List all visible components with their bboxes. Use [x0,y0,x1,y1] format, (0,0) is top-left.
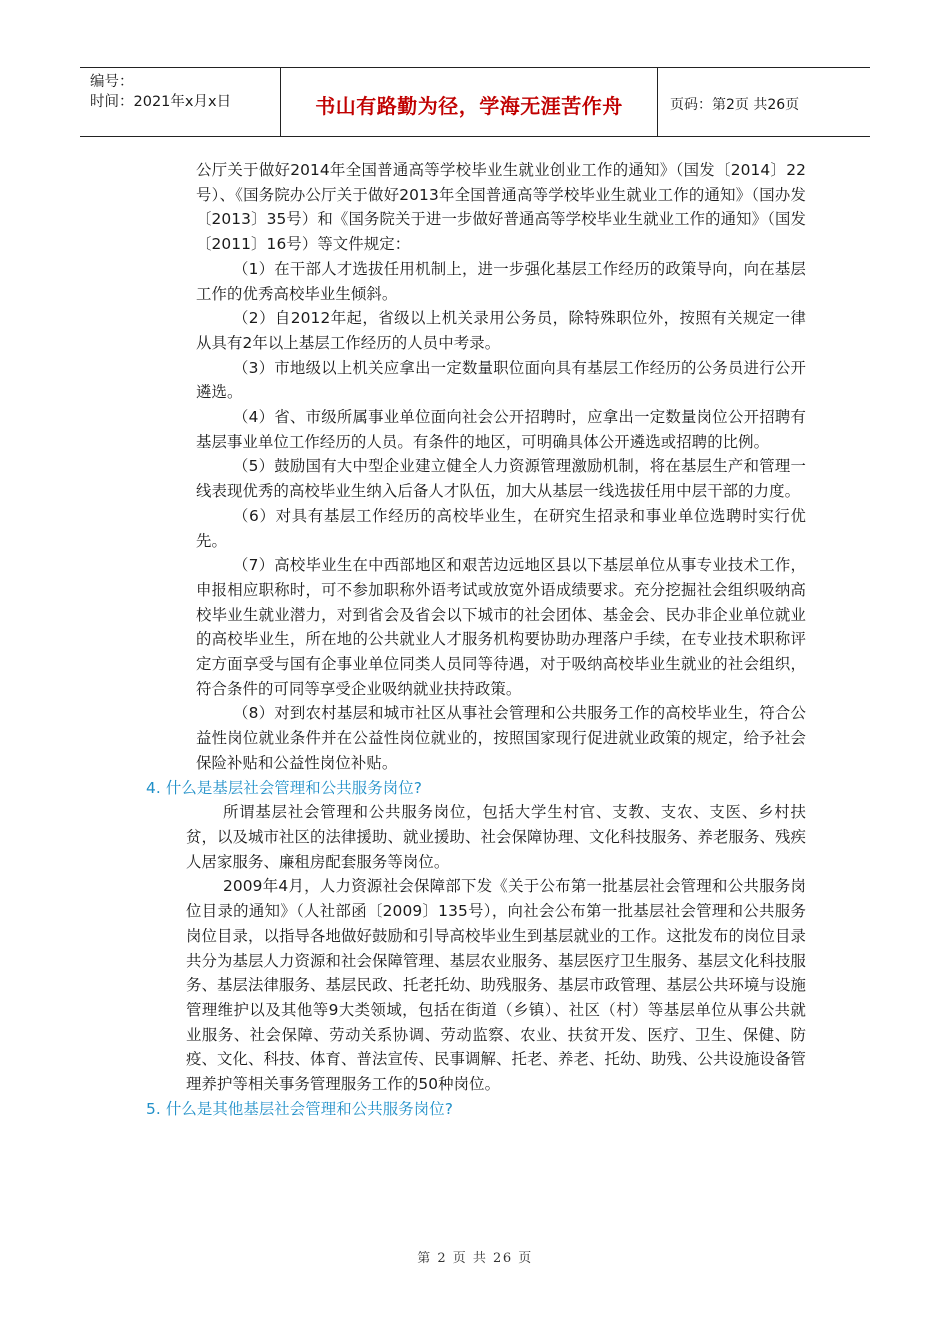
policy-item-5: （5）鼓励国有大中型企业建立健全人力资源管理激励机制，将在基层生产和管理一线表现优秀的高校毕业生纳入后备人才队伍，加大从基层一线选拔任用中层干部的力度。 [196,457,806,501]
section-4-heading: 4. 什么是基层社会管理和公共服务岗位? [146,778,422,797]
policy-item-4: （4）省、市级所属事业单位面向社会公开招聘时，应拿出一定数量岗位公开招聘有基层事业单位工作经历的人员。有条件的地区，可明确具体公开遴选或招聘的比例。 [196,408,806,451]
intro-paragraph: 公厅关于做好2014年全国普通高等学校毕业生就业创业工作的通知》（国发〔2014〕22号）、《国务院办公厅关于做好2013年全国普通高等学校毕业生就业工作的通知》（国办发〔2013〕35号）和《国务院关于进一步做好普通高等学校毕业生就业工作的通知》（国发〔2011〕16号）等文件规定： [196,161,806,254]
section-5-heading: 5. 什么是其他基层社会管理和公共服务岗位? [146,1099,453,1118]
document-code-label: 编号： [90,74,134,90]
policy-item-2: （2）自2012年起，省级以上机关录用公务员，除特殊职位外，按照有关规定一律从具有2年以上基层工作经历的人员中考录。 [196,309,806,352]
policy-item-7: （7）高校毕业生在中西部地区和艰苦边远地区县以下基层单位从事专业技术工作，申报相应职称时，可不参加职称外语考试或放宽外语成绩要求。充分挖掘社会组织吸纳高校毕业生就业潜力，对到省会及省会以下城市的社会团体、基金会、民办非企业单位就业的高校毕业生，所在地的公共就业人才服务机构要协助办理落户手续，在专业技术职称评定方面享受与国有企事业单位同类人员同等待遇，对于吸纳高校毕业生就业的社会组织，符合条件的可同等享受企业吸纳就业扶持政策。 [196,556,806,698]
policy-item-3: （3）市地级以上机关应拿出一定数量职位面向具有基层工作经历的公务员进行公开遴选。 [196,358,806,402]
document-date: 时间：2021年x月x日 [90,94,232,110]
header-motto: 书山有路勤为径，学海无涯苦作舟 [281,68,658,136]
policy-item-6: （6）对具有基层工作经历的高校毕业生，在研究生招录和事业单位选聘时实行优先。 [196,506,806,550]
header-meta-cell [80,68,281,136]
document-body [146,158,806,1121]
section-4-paragraph-2: 2009年4月，人力资源社会保障部下发《关于公布第一批基层社会管理和公共服务岗位目录的通知》（人社部函〔2009〕135号），向社会公布第一批基层社会管理和公共服务岗位目录，以指导各地做好鼓励和引导高校毕业生到基层就业的工作。这批发布的岗位目录共分为基层人力资源和社会保障管理、基层农业服务、基层医疗卫生服务、基层文化科技服务、基层法律服务、基层民政、托老托幼、助残服务、基层市政管理、基层公共环境与设施管理维护以及其他等9大类领域，包括在街道（乡镇）、社区（村）等基层单位从事公共就业服务、社会保障、劳动关系协调、劳动监察、农业、扶贫开发、医疗、卫生、保健、防疫、文化、科技、体育、普法宣传、民事调解、托老、养老、托幼、助残、公共设施设备管理养护等相关事务管理服务工作的50种岗位。 [186,877,806,1094]
header-page-info: 页码：第2页 共26页 [670,97,800,113]
section-4-paragraph-1: 所谓基层社会管理和公共服务岗位，包括大学生村官、支教、支农、支医、乡村扶贫，以及城市社区的法律援助、就业援助、社会保障协理、文化科技服务、养老服务、残疾人居家服务、廉租房配套服务等岗位。 [186,803,806,871]
document-header [80,67,870,137]
page-footer: 第 2 页 共 26 页 [417,1251,533,1266]
policy-item-1: （1）在干部人才选拔任用机制上，进一步强化基层工作经历的政策导向，向在基层工作的优秀高校毕业生倾斜。 [196,259,806,303]
policy-item-8: （8）对到农村基层和城市社区从事社会管理和公共服务工作的高校毕业生，符合公益性岗位就业条件并在公益性岗位就业的，按照国家现行促进就业政策的规定，给予社会保险补贴和公益性岗位补贴。 [196,704,806,772]
